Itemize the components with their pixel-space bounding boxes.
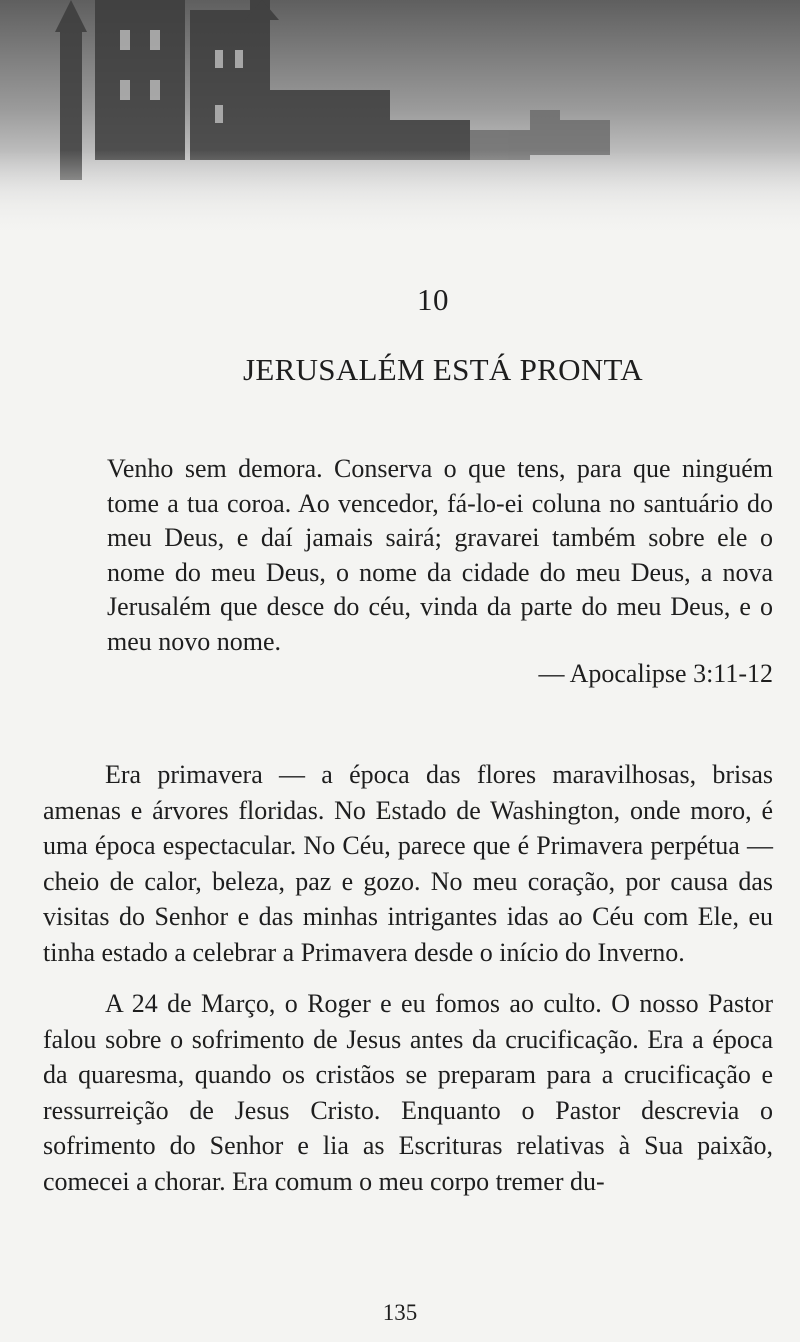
chapter-number: 10 <box>417 282 449 317</box>
epigraph-source: — Apocalipse 3:11-12 <box>538 659 773 688</box>
chapter-title: JERUSALÉM ESTÁ PRONTA <box>243 352 643 387</box>
epigraph-quote: Venho sem demora. Conserva o que tens, para que ninguém tome a tua coroa. Ao vencedor, fá-lo-ei coluna no santuário do meu Deus, e daí jamais sairá; gravarei também sobre ele o nome do meu Deus, o nome da cidade do meu Deus, a nova Jerusalém que desce do céu, vinda da parte do meu Deus, e o meu novo nome. <box>107 454 773 656</box>
body-paragraph: A 24 de Março, o Roger e eu fomos ao culto. O nosso Pastor falou sobre o sofrimento de Jesus antes da crucificação. Era a época da quaresma, quando os cristãos se preparam para a crucificação e ressurreição de Jesus Cristo. Enquanto o Pastor descrevia o sofrimento do Senhor e lia as Escrituras relativas à Sua paixão, comecei a chorar. Era comum o meu corpo tremer du- <box>43 989 773 1196</box>
page-number: 135 <box>382 1300 418 1325</box>
body-paragraph: Era primavera — a época das flores maravilhosas, brisas amenas e árvores floridas. No Estado de Washington, onde moro, é uma época espectacular. No Céu, parece que é Primavera perpétua — cheio de calor, beleza, paz e gozo. No meu coração, por causa das visitas do Senhor e das minhas intrigantes idas ao Céu com Ele, eu tinha estado a celebrar a Primavera desde o início do Inverno. <box>43 760 773 967</box>
castle-header-illustration <box>0 0 800 240</box>
